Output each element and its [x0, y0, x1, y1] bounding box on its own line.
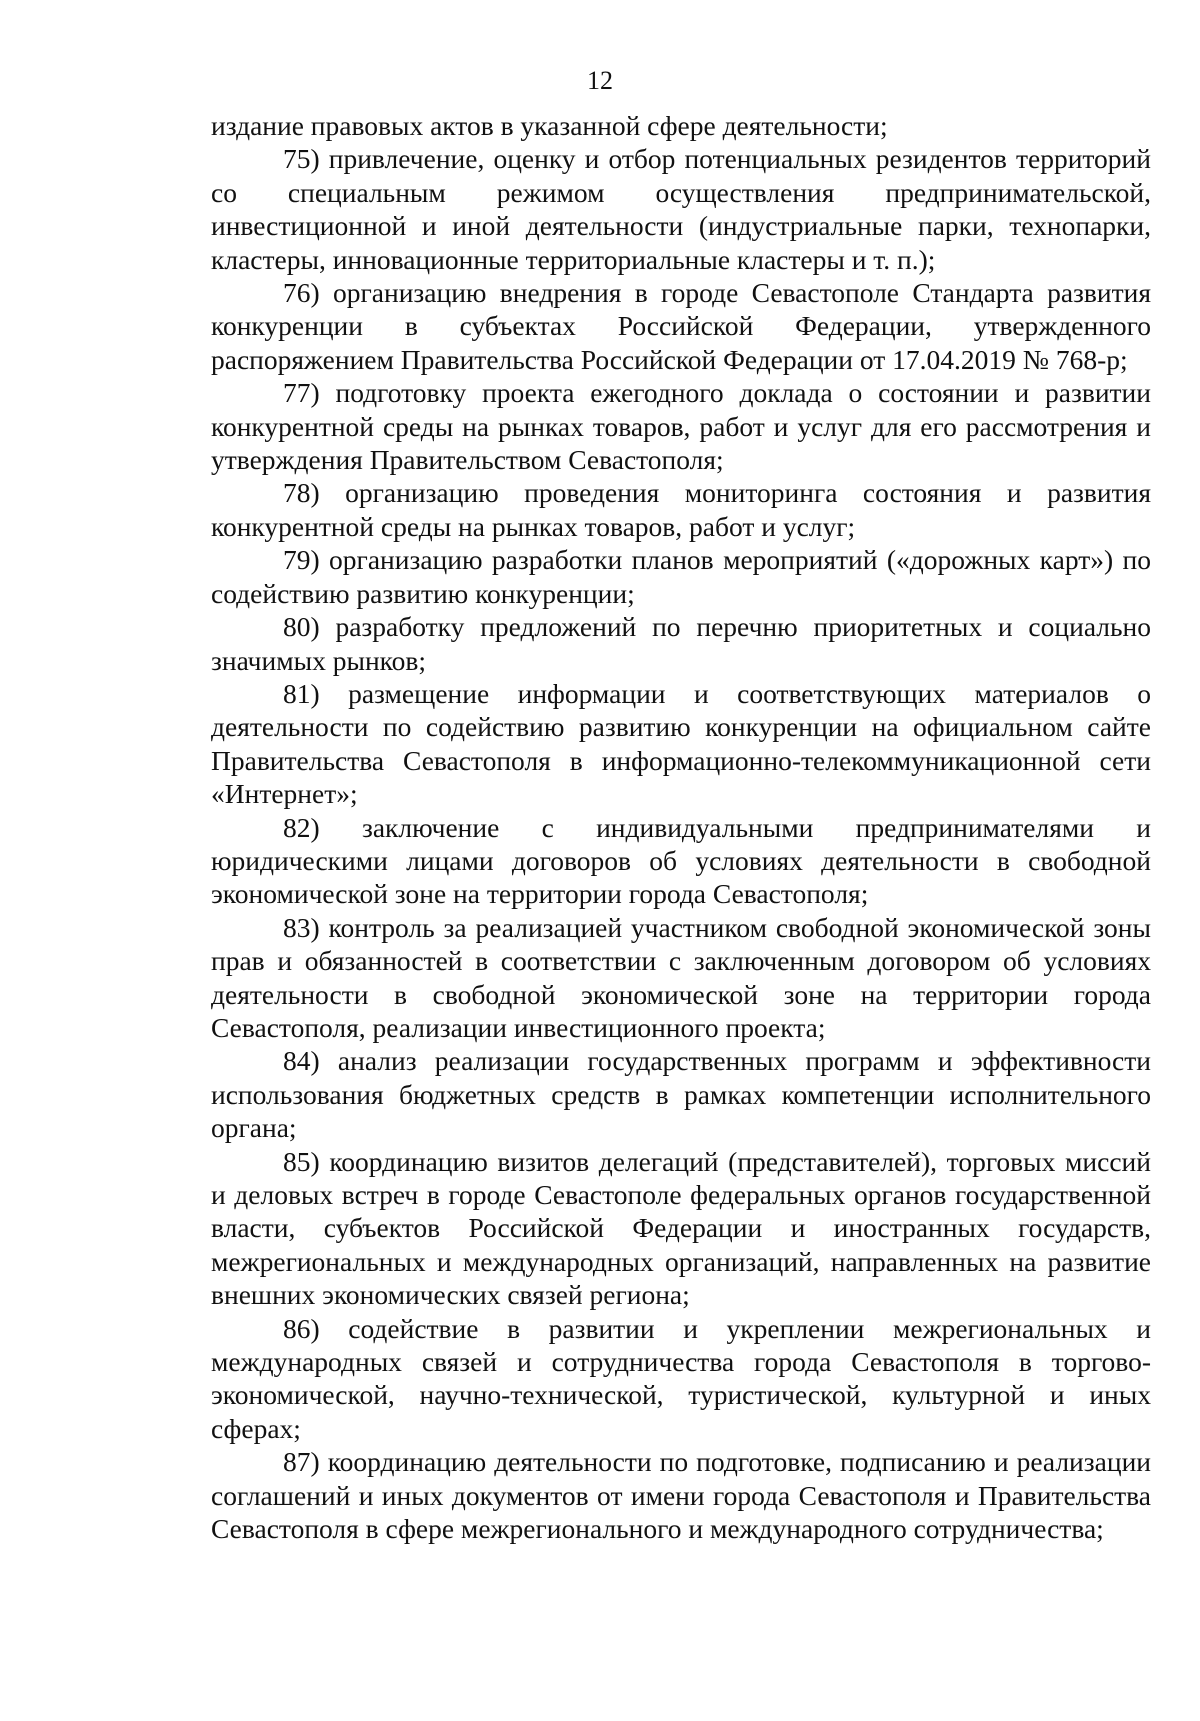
continuation-paragraph: издание правовых актов в указанной сфере деятельности;: [211, 110, 888, 141]
page-number: 12: [587, 66, 613, 95]
list-item-81: 81) размещение информации и соответствующих материалов о деятельности по содействию развитию конкуренции на официальном сайте Правительства Севастополя в информационно-телекоммуникационной сети «Интернет»;: [211, 677, 1151, 810]
list-item-77: 77) подготовку проекта ежегодного доклада о состоянии и развитии конкурентной среды на рынках товаров, работ и услуг для его рассмотрения и утверждения Правительством Севастополя;: [211, 377, 1151, 476]
document-body: [211, 109, 1151, 1545]
list-item-84: 84) анализ реализации государственных программ и эффективности использования бюджетных средств в рамках компетенции исполнительного органа;: [211, 1045, 1151, 1144]
list-item-85: 85) координацию визитов делегаций (представителей), торговых миссий и деловых встреч в городе Севастополе федеральных органов государственной власти, субъектов Российской Федерации и иностранных государств, межрегиональных и международных организаций, направленных на развитие внешних экономических связей региона;: [211, 1145, 1151, 1311]
list-item-86: 86) содействие в развитии и укреплении межрегиональных и международных связей и сотрудничества города Севастополя в торгово-экономической, научно-технической, туристической, культурной и иных сферах;: [211, 1312, 1151, 1444]
list-item-82: 82) заключение с индивидуальными предпринимателями и юридическими лицами договоров об условиях деятельности в свободной экономической зоне на территории города Севастополя;: [211, 811, 1151, 910]
list-item-78: 78) организацию проведения мониторинга состояния и развития конкурентной среды на рынках товаров, работ и услуг;: [211, 477, 1151, 542]
list-item-80: 80) разработку предложений по перечню приоритетных и социально значимых рынков;: [211, 611, 1151, 676]
list-item-75: 75) привлечение, оценку и отбор потенциальных резидентов территорий со специальным режимом осуществления предпринимательской, инвестиционной и иной деятельности (индустриальные парки, технопарки, кластеры, инновационные территориальные кластеры и т. п.);: [211, 143, 1151, 275]
list-item-76: 76) организацию внедрения в городе Севастополе Стандарта развития конкуренции в субъектах Российской Федерации, утвержденного распоряжением Правительства Российской Федерации от 17.04.2019 № 768-р;: [211, 277, 1151, 375]
list-item-87: 87) координацию деятельности по подготовке, подписанию и реализации соглашений и иных документов от имени города Севастополя и Правительства Севастополя в сфере межрегионального и международного сотрудничества;: [211, 1446, 1151, 1545]
list-item-79: 79) организацию разработки планов мероприятий («дорожных карт») по содействию развитию конкуренции;: [211, 544, 1151, 609]
list-item-83: 83) контроль за реализацией участником свободной экономической зоны прав и обязанностей в соответствии с заключенным договором об условиях деятельности в свободной экономической зоне на территории города Севастополя, реализации инвестиционного проекта;: [211, 911, 1151, 1043]
